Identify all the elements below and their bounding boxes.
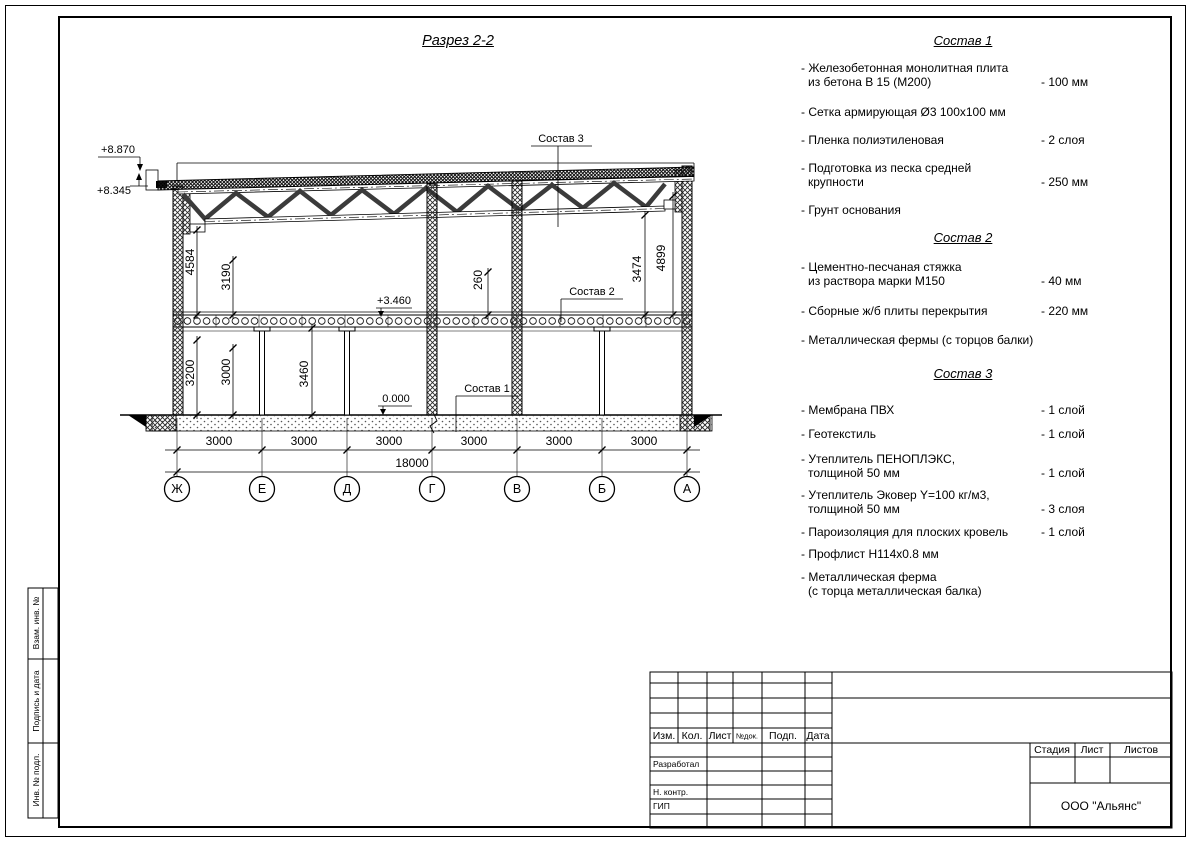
spec-item-text: толщиной 50 мм: [808, 501, 900, 516]
spec-item: [801, 106, 1129, 120]
spec-item-text: из раствора марки М150: [808, 273, 945, 288]
spec-item-text: - Металлическая ферма: [801, 570, 937, 584]
spec-item-text: - Металлическая фермы (с торцов балки): [801, 333, 1034, 347]
roof: [146, 163, 694, 194]
spec-item: [801, 261, 1129, 288]
spec-item: [801, 162, 1129, 189]
spec-item-text: толщиной 50 мм: [808, 465, 900, 480]
elevation-parapet: +8.870: [101, 144, 135, 156]
spec-item-value: - 250 мм: [1041, 174, 1089, 189]
elevation-ground: 0.000: [382, 393, 410, 405]
callout-sostav1: Состав 1: [464, 383, 510, 395]
spec-1-title: Состав 1: [933, 33, 993, 48]
spec-item-text: - Утеплитель ПЕНОПЛЭКС,: [801, 452, 956, 466]
dim-260: 260: [471, 269, 485, 291]
dim-bay-6: 3000: [630, 434, 658, 448]
spec-item-text: - Сборные ж/б плиты перекрытия: [801, 304, 988, 318]
tb-col-data: Дата: [806, 730, 830, 742]
axis-a: А: [682, 482, 692, 496]
spec-item-value: - 100 мм: [1041, 74, 1089, 89]
spec-item: [801, 204, 1129, 218]
dim-bay-1: 3000: [205, 434, 233, 448]
tb-role-gip: ГИП: [653, 801, 670, 811]
tb-col-kol: Кол.: [681, 730, 703, 742]
spec-item-text: (с торца металлическая балка): [808, 583, 982, 598]
spec-item-text: - Подготовка из песка средней: [801, 161, 972, 175]
dim-total: 18000: [395, 456, 429, 470]
spec-item: [801, 62, 1129, 89]
dim-bay-3: 3000: [375, 434, 403, 448]
spec-item: [801, 548, 1129, 562]
strip-label-vzam: Взам. инв. №: [31, 596, 41, 650]
spec-item-text: - Цементно-песчаная стяжка: [801, 260, 962, 274]
callout-sostav2: Состав 2: [569, 286, 615, 298]
spec-item-text: - Пароизоляция для плоских кровель: [801, 525, 1009, 539]
dim-bay-4: 3000: [460, 434, 488, 448]
spec-item-text: - Грунт основания: [801, 203, 901, 217]
dim-3000-height: 3000: [219, 358, 233, 386]
tb-col-ndok: №док.: [736, 731, 758, 741]
spec-item-value: - 1 слой: [1041, 403, 1085, 417]
spec-2-title: Состав 2: [933, 230, 993, 245]
axis-d: Д: [342, 482, 352, 496]
spec-item: [801, 453, 1129, 480]
spec-item-value: - 220 мм: [1041, 304, 1089, 318]
section-drawing: [98, 146, 722, 502]
callout-sostav3: Состав 3: [538, 133, 584, 145]
spec-item-text: - Профлист Н114х0.8 мм: [801, 547, 939, 561]
tb-listov-header: Листов: [1123, 744, 1159, 756]
dim-bay-2: 3000: [290, 434, 318, 448]
spec-item: [801, 334, 1129, 348]
spec-item: [801, 305, 1129, 319]
tb-col-podp: Подп.: [769, 730, 797, 742]
axis-zh: Ж: [171, 482, 183, 496]
spec-item: [801, 134, 1129, 148]
spec-item: [801, 571, 1129, 598]
spec-item-text: - Утеплитель Эковер Y=100 кг/м3,: [801, 488, 990, 502]
spec-item-text: - Сетка армирующая Ø3 100х100 мм: [801, 105, 1006, 119]
spec-item-value: - 40 мм: [1041, 273, 1082, 288]
dim-3200: 3200: [183, 359, 197, 387]
spec-item: [801, 404, 1129, 418]
axis-v: В: [512, 482, 522, 496]
dim-bay-5: 3000: [545, 434, 573, 448]
spec-item-text: крупности: [808, 174, 864, 189]
ground-slab: [120, 412, 722, 433]
dim-3460: 3460: [297, 360, 311, 388]
spec-item-value: - 2 слоя: [1041, 133, 1085, 147]
spec-item-text: - Мембрана ПВХ: [801, 403, 895, 417]
spec-item-text: - Железобетонная монолитная плита: [801, 61, 1009, 75]
dim-4584: 4584: [183, 248, 197, 276]
axis-e: Е: [257, 482, 267, 496]
spec-item: [801, 526, 1129, 540]
drawing-title: Разрез 2-2: [422, 33, 494, 49]
elevation-floor2: +3.460: [377, 295, 411, 307]
spec-item-text: - Геотекстиль: [801, 427, 876, 441]
spec-item-text: из бетона В 15 (М200): [808, 74, 932, 89]
tb-col-izm: Изм.: [652, 730, 676, 742]
tb-role-nkontr: Н. контр.: [653, 787, 689, 797]
tb-col-list: Лист: [708, 730, 732, 742]
spec-lists: [797, 0, 1129, 640]
tb-company: ООО "Альянс": [1060, 799, 1142, 813]
axis-g: Г: [428, 482, 436, 496]
spec-item-value: - 1 слой: [1041, 427, 1085, 441]
spec-item-value: - 3 слоя: [1041, 501, 1085, 516]
elevation-roof: +8.345: [97, 185, 131, 197]
tb-role-razrabotal: Разработал: [653, 759, 700, 769]
dim-3190: 3190: [219, 263, 233, 291]
axis-b: Б: [597, 482, 607, 496]
tb-list-header: Лист: [1080, 744, 1104, 756]
spec-item: [801, 428, 1129, 442]
spec-item-value: - 1 слой: [1041, 525, 1085, 539]
spec-item-value: - 1 слой: [1041, 465, 1085, 480]
spec-item-text: - Пленка полиэтиленовая: [801, 133, 944, 147]
dim-4899: 4899: [654, 244, 668, 272]
strip-label-inv: Инв. № подл.: [31, 753, 41, 807]
dim-3474: 3474: [630, 255, 644, 283]
strip-label-podpis: Подпись и дата: [31, 670, 41, 732]
spec-3-title: Состав 3: [933, 366, 993, 381]
elevation-marks: [98, 157, 412, 415]
tb-stage-header: Стадия: [1034, 744, 1070, 756]
spec-item: [801, 489, 1129, 516]
